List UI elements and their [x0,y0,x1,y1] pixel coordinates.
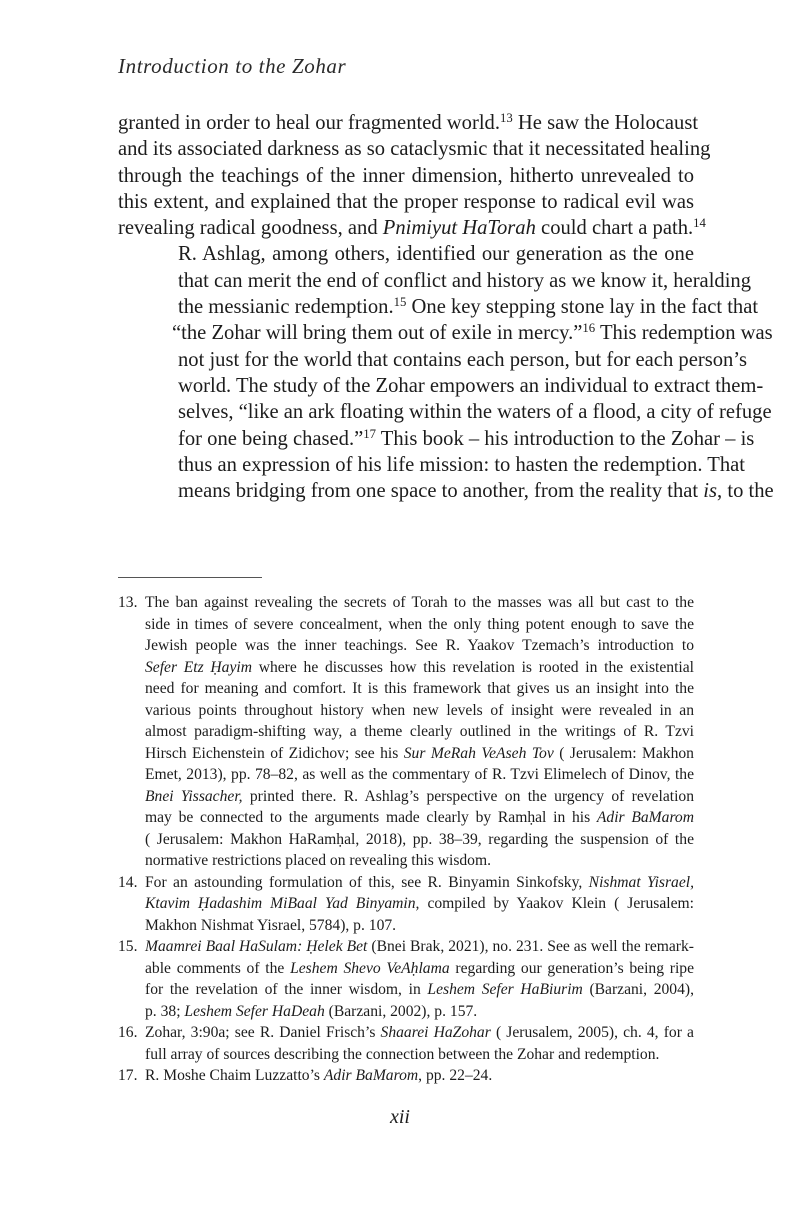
footnote-ref-14[interactable]: 14 [693,216,706,231]
footnote-ref-15[interactable]: 15 [393,295,407,310]
footnote-number: 15. [118,938,138,955]
footnote-separator-rule [118,577,262,578]
footnote-number: 14. [118,873,138,891]
footnote-ref-16[interactable]: 16 [582,321,596,336]
footnote-number: 13. [118,594,138,611]
footnote-text: The ban against revealing the secrets of Torah to the masses was all but cast to the side in times of severe concealment, when the only thing potent enough to save the Jewish people was the inner teachings. See R. Yaakov Tzemach’s introduction to Sefer Etz Ḥayim where he discusses how this revelation is rooted in the existential need for meaning and comfort. It is this framework that gives us an insight into the various points throughout history when new levels of insight were revealed in an almost paradigm-shifting way, a theme clearly outlined in the writings of R. Tzvi Hirsch Eichenstein of Zidichov; see his Sur MeRah VeAseh Tov ( Jerusalem: Makhon Emet, 2013), pp. 78–82, as well as the commentary of R. Tzvi Elimelech of Dinov, the Bnei Yissacher, printed there. R. Ashlag’s perspective on the urgency of revelation may be connected to the arguments made clearly by Ramḥal in his Adir BaMarom ( Jerusalem: Makhon HaRamḥal, 2018), pp. 38–39, regarding the suspension of the normative restrictions placed on revealing this wisdom. [145,594,694,869]
footnote-text: R. Moshe Chaim Luzzatto’s Adir BaMarom, pp. 22–24. [145,1067,493,1084]
footnote-text: Maamrei Baal HaSulam: Ḥelek Bet (Bnei Brak, 2021), no. 231. See as well the remark- able comments of the Leshem Shevo VeAḥlama regarding our generation’s being ripe for the revelation of the inner wisdom, in Leshem Sefer HaBiurim (Barzani, 2004), p. 38; Leshem Sefer HaDeah (Barzani, 2002), p. 157. [145,938,695,1020]
footnote-13 [118,592,694,872]
footnote-14 [118,872,694,937]
running-head: Introduction to the Zohar [118,54,347,78]
footnote-16 [118,1022,694,1065]
footnote-17 [118,1065,694,1087]
paragraph-2: R. Ashlag, among others, identified our generation as the one that can merit the end of conflict and history as we know it, heralding the messianic redemption.$^{15}$ One key stepping stone lay in the fact that “the Zohar will bring them out of exile in mercy.”$^{16}$ This redemption was not just for the world that contains each person, but for each person’s world. The study of the Zohar empowers an individual to extract them- selves, “like an ark floating within the waters of a flood, a city of refuge for one being chased.”$^{17}$ This book – his introduction to the Zohar – is thus an expression of his life mission: to hasten the redemption. That means bridging from one space to another, from the reality that is, to the [172,243,774,503]
paragraph-1: granted in order to heal our fragmented world.$^{13}$ He saw the Holocaust and its associated darkness as so cataclysmic that it necessitated healing through the teachings of the inner dimension, hitherto unrevealed to this extent, and explained that the proper response to radical evil was revealing radical goodness, and Pnimiyut HaTorah could chart a path.$^{14}$ [118,110,711,240]
page-number: xii [390,1106,410,1128]
main-body-text [118,110,774,504]
footnote-ref-17[interactable]: 17 [363,426,377,441]
footnote-text: Zohar, 3:90a; see R. Daniel Frisch’s Shaarei HaZohar ( Jerusalem, 2005), ch. 4, for a full array of sources describing the connection between the Zohar and redemption. [145,1024,694,1063]
footnote-text: For an astounding formulation of this, see R. Binyamin Sinkofsky, Nishmat Yisrael, Ktavim Ḥadashim MiBaal Yad Binyamin, compiled by Yaakov Klein ( Jerusalem: Makhon Nishmat Yisrael, 5784), p. 107. [145,873,694,934]
footnotes [118,592,694,1087]
footnote-number: 16. [118,1024,138,1041]
footnote-15 [118,936,694,1022]
footnote-number: 17. [118,1067,138,1084]
footnote-ref-13[interactable]: 13 [500,110,513,125]
